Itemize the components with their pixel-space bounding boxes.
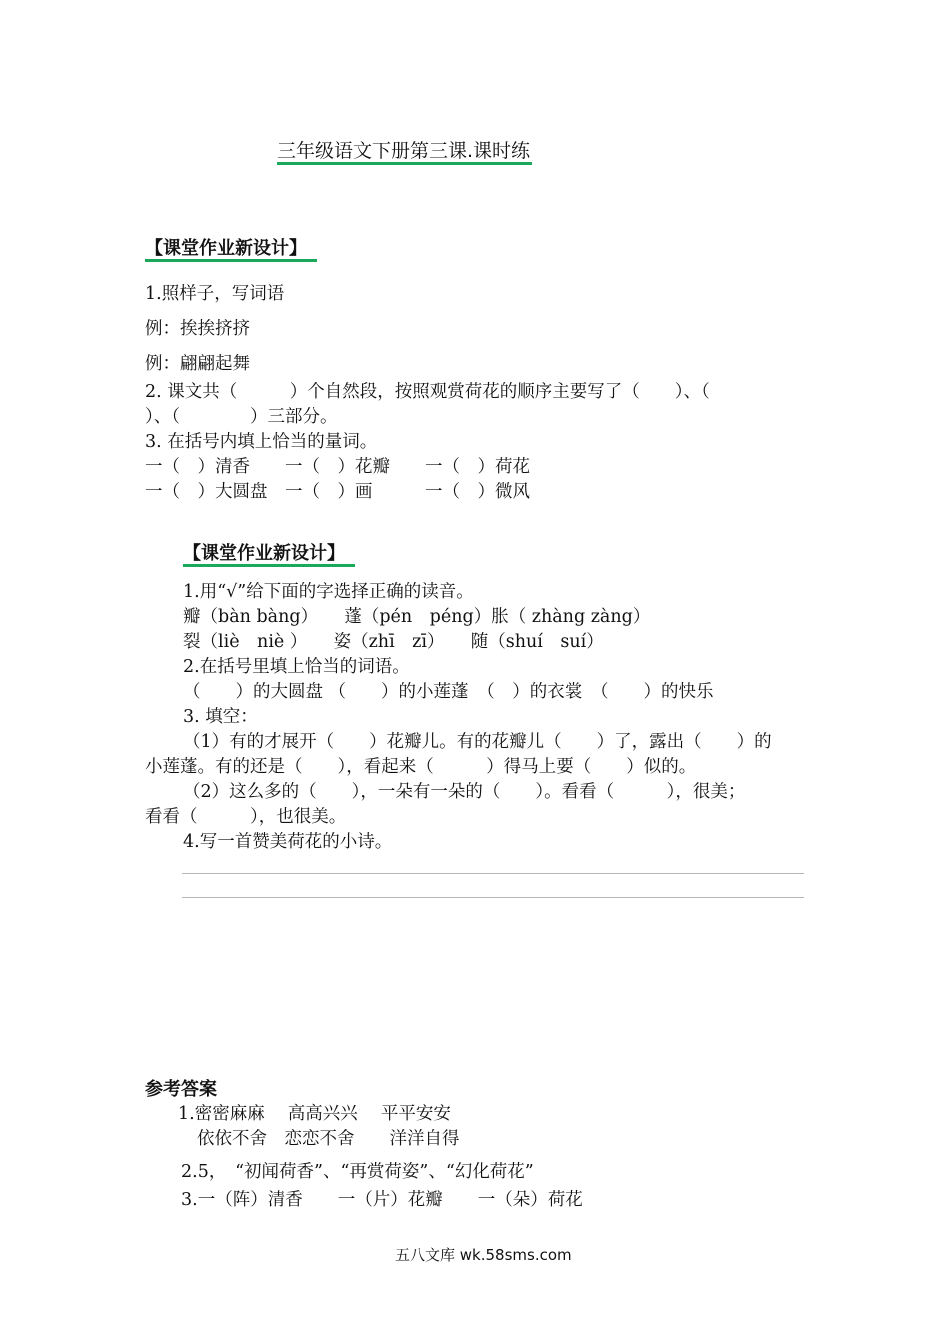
title-underline — [277, 162, 532, 165]
s1-line-1: 1.照样子，写词语 — [145, 284, 285, 304]
writing-line-1 — [182, 873, 804, 874]
s1-line-5: ）、（ ）三部分。 — [145, 407, 338, 427]
answer-line-2: 依依不舍 恋恋不舍 洋洋自得 — [197, 1129, 460, 1149]
s1-line-6: 3. 在括号内填上恰当的量词。 — [145, 432, 378, 452]
answer-line-3: 2.5， “初闻荷香”、“再赏荷姿”、“幻化荷花” — [181, 1162, 534, 1182]
s2-line-4: 2.在括号里填上恰当的词语。 — [183, 657, 410, 677]
s2-line-11: 4.写一首赞美荷花的小诗。 — [183, 832, 393, 852]
section2-heading: 【课堂作业新设计】 — [183, 543, 345, 564]
answers-heading: 参考答案 — [145, 1079, 217, 1100]
s1-line-3: 例：翩翩起舞 — [145, 354, 250, 374]
s2-line-1: 1.用“√”给下面的字选择正确的读音。 — [183, 582, 474, 602]
s2-line-5: （ ）的大圆盘 （ ）的小莲蓬 （ ）的衣裳 （ ）的快乐 — [183, 682, 714, 702]
s2-line-10: 看看（ ），也很美。 — [145, 807, 347, 827]
section2-heading-underline — [183, 564, 355, 567]
s2-line-2: 瓣（bàn bàng） 蓬（pén péng）胀（ zhàng zàng） — [183, 607, 651, 627]
footer-watermark: 五八文库 wk.58sms.com — [395, 1246, 572, 1264]
section1-heading: 【课堂作业新设计】 — [145, 238, 307, 259]
section1-heading-underline — [145, 259, 317, 262]
s1-line-8: 一（ ）大圆盘 一（ ）画 一（ ）微风 — [145, 482, 530, 502]
writing-line-2 — [182, 897, 804, 898]
answer-line-4: 3.一（阵）清香 一（片）花瓣 一（朵）荷花 — [181, 1190, 583, 1210]
s1-line-7: 一（ ）清香 一（ ）花瓣 一（ ）荷花 — [145, 457, 530, 477]
s2-line-6: 3. 填空： — [183, 707, 258, 727]
s2-line-8: 小莲蓬。有的还是（ ），看起来（ ）得马上要（ ）似的。 — [145, 757, 697, 777]
answer-line-1: 1.密密麻麻 高高兴兴 平平安安 — [178, 1104, 451, 1124]
s1-line-4: 2. 课文共（ ）个自然段，按照观赏荷花的顺序主要写了（ ）、（ — [145, 382, 710, 402]
s1-line-2: 例：挨挨挤挤 — [145, 319, 250, 339]
s2-line-9: （2）这么多的（ ），一朵有一朵的（ ）。看看（ ），很美； — [183, 782, 746, 802]
s2-line-7: （1）有的才展开（ ）花瓣儿。有的花瓣儿（ ）了，露出（ ）的 — [183, 732, 772, 752]
s2-line-3: 裂（liè niè ） 姿（zhī zī） 随（shuí suí） — [183, 632, 604, 652]
page-title: 三年级语文下册第三课.课时练 — [277, 140, 531, 162]
